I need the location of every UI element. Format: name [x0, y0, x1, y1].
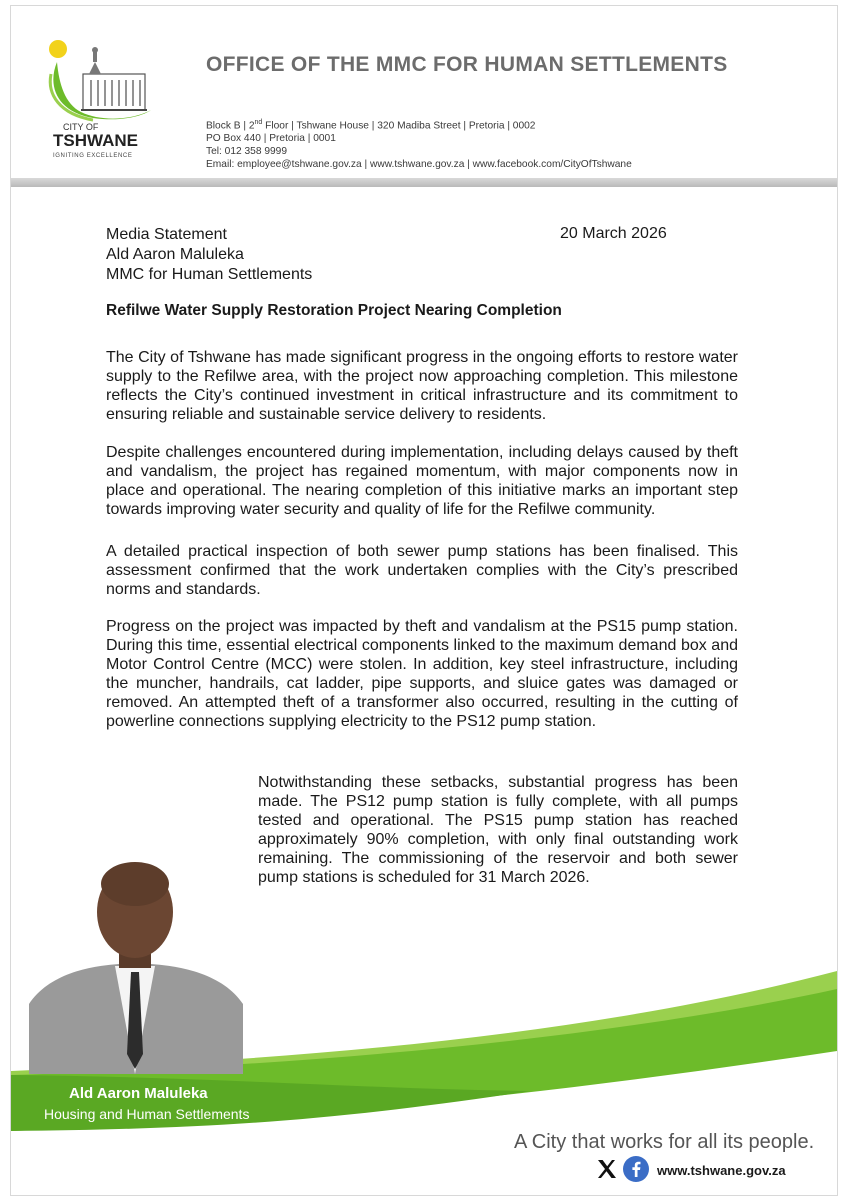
address-line [206, 116, 632, 132]
footer-website-link[interactable]: www.tshwane.gov.za [657, 1163, 786, 1178]
facebook-icon[interactable] [622, 1155, 650, 1183]
logo-tagline-text: IGNITING EXCELLENCE [53, 153, 133, 159]
social-icons [596, 1153, 650, 1185]
statement-type: Media Statement [106, 226, 227, 243]
statement-role: MMC for Human Settlements [106, 266, 313, 283]
mmc-portrait-photo [19, 854, 251, 1074]
office-title: OFFICE OF THE MMC FOR HUMAN SETTLEMENTS [206, 53, 728, 76]
logo-city-of-text: CITY OF [63, 122, 99, 132]
contact-block [206, 116, 632, 171]
address-pre: Block B | 2 [206, 120, 255, 132]
logo-tshwane-text: TSHWANE [53, 131, 138, 150]
paragraph-4: Progress on the project was impacted by theft and vandalism at the PS15 pump station. During this time, essential electrical components linked to the maximum demand box and Motor Control Centre (MCC) were stolen. In addition, key steel infrastructure, including the muncher, handrails, cat ladder, pipe supports, and sluice gates was damaged or removed. An attempted theft of a transformer also occurred, resulting in the cutting of powerline connections supplying electricity to the PS12 pump station. [106, 618, 738, 730]
po-box-line: PO Box 440 | Pretoria | 0001 [206, 133, 336, 145]
header-divider [11, 178, 837, 187]
statement-heading: Refilwe Water Supply Restoration Project Nearing Completion [106, 302, 562, 319]
paragraph-3: A detailed practical inspection of both sewer pump stations has been finalised. This assessment confirmed that the work undertaken complies with the City’s prescribed norms and standards. [106, 543, 738, 598]
statement-meta [106, 225, 312, 285]
letter-page [10, 5, 838, 1196]
footer-tagline: A City that works for all its people. [514, 1131, 815, 1153]
address-sup: nd [254, 119, 263, 126]
statement-date: 20 March 2026 [560, 225, 667, 242]
footer-person-name: Ald Aaron Maluleka [69, 1085, 208, 1102]
paragraph-1: The City of Tshwane has made significant progress in the ongoing efforts to restore water supply to the Refilwe area, with the project now approaching completion. This milestone reflects the City’s continued investment in critical infrastructure and its commitment to ensuring reliable and sustainable service delivery to residents. [106, 349, 738, 423]
city-of-tshwane-logo [43, 34, 153, 159]
address-post: Floor | Tshwane House | 320 Madiba Street | Pretoria | 0002 [262, 120, 536, 132]
email-web-line: Email: employee@tshwane.gov.za | www.tshwane.gov.za | www.facebook.com/CityOfTshwane [206, 159, 632, 171]
paragraph-2: Despite challenges encountered during implementation, including delays caused by theft and vandalism, the project has regained momentum, with major components now in place and operational. The nearing completion of this initiative marks an important step towards improving water security and quality of life for the Refilwe community. [106, 444, 738, 518]
x-twitter-icon[interactable] [596, 1158, 618, 1180]
statement-author: Ald Aaron Maluleka [106, 246, 244, 263]
footer-person-role: Housing and Human Settlements [44, 1106, 250, 1122]
tel-line: Tel: 012 358 9999 [206, 146, 288, 158]
paragraph-5: Notwithstanding these setbacks, substantial progress has been made. The PS12 pump station is fully complete, with all pumps tested and operational. The PS15 pump station has reached approximately 90% completion, with only final outstanding work remaining. The commissioning of the reservoir and both sewer pump stations is scheduled for 31 March 2026. [258, 774, 738, 886]
